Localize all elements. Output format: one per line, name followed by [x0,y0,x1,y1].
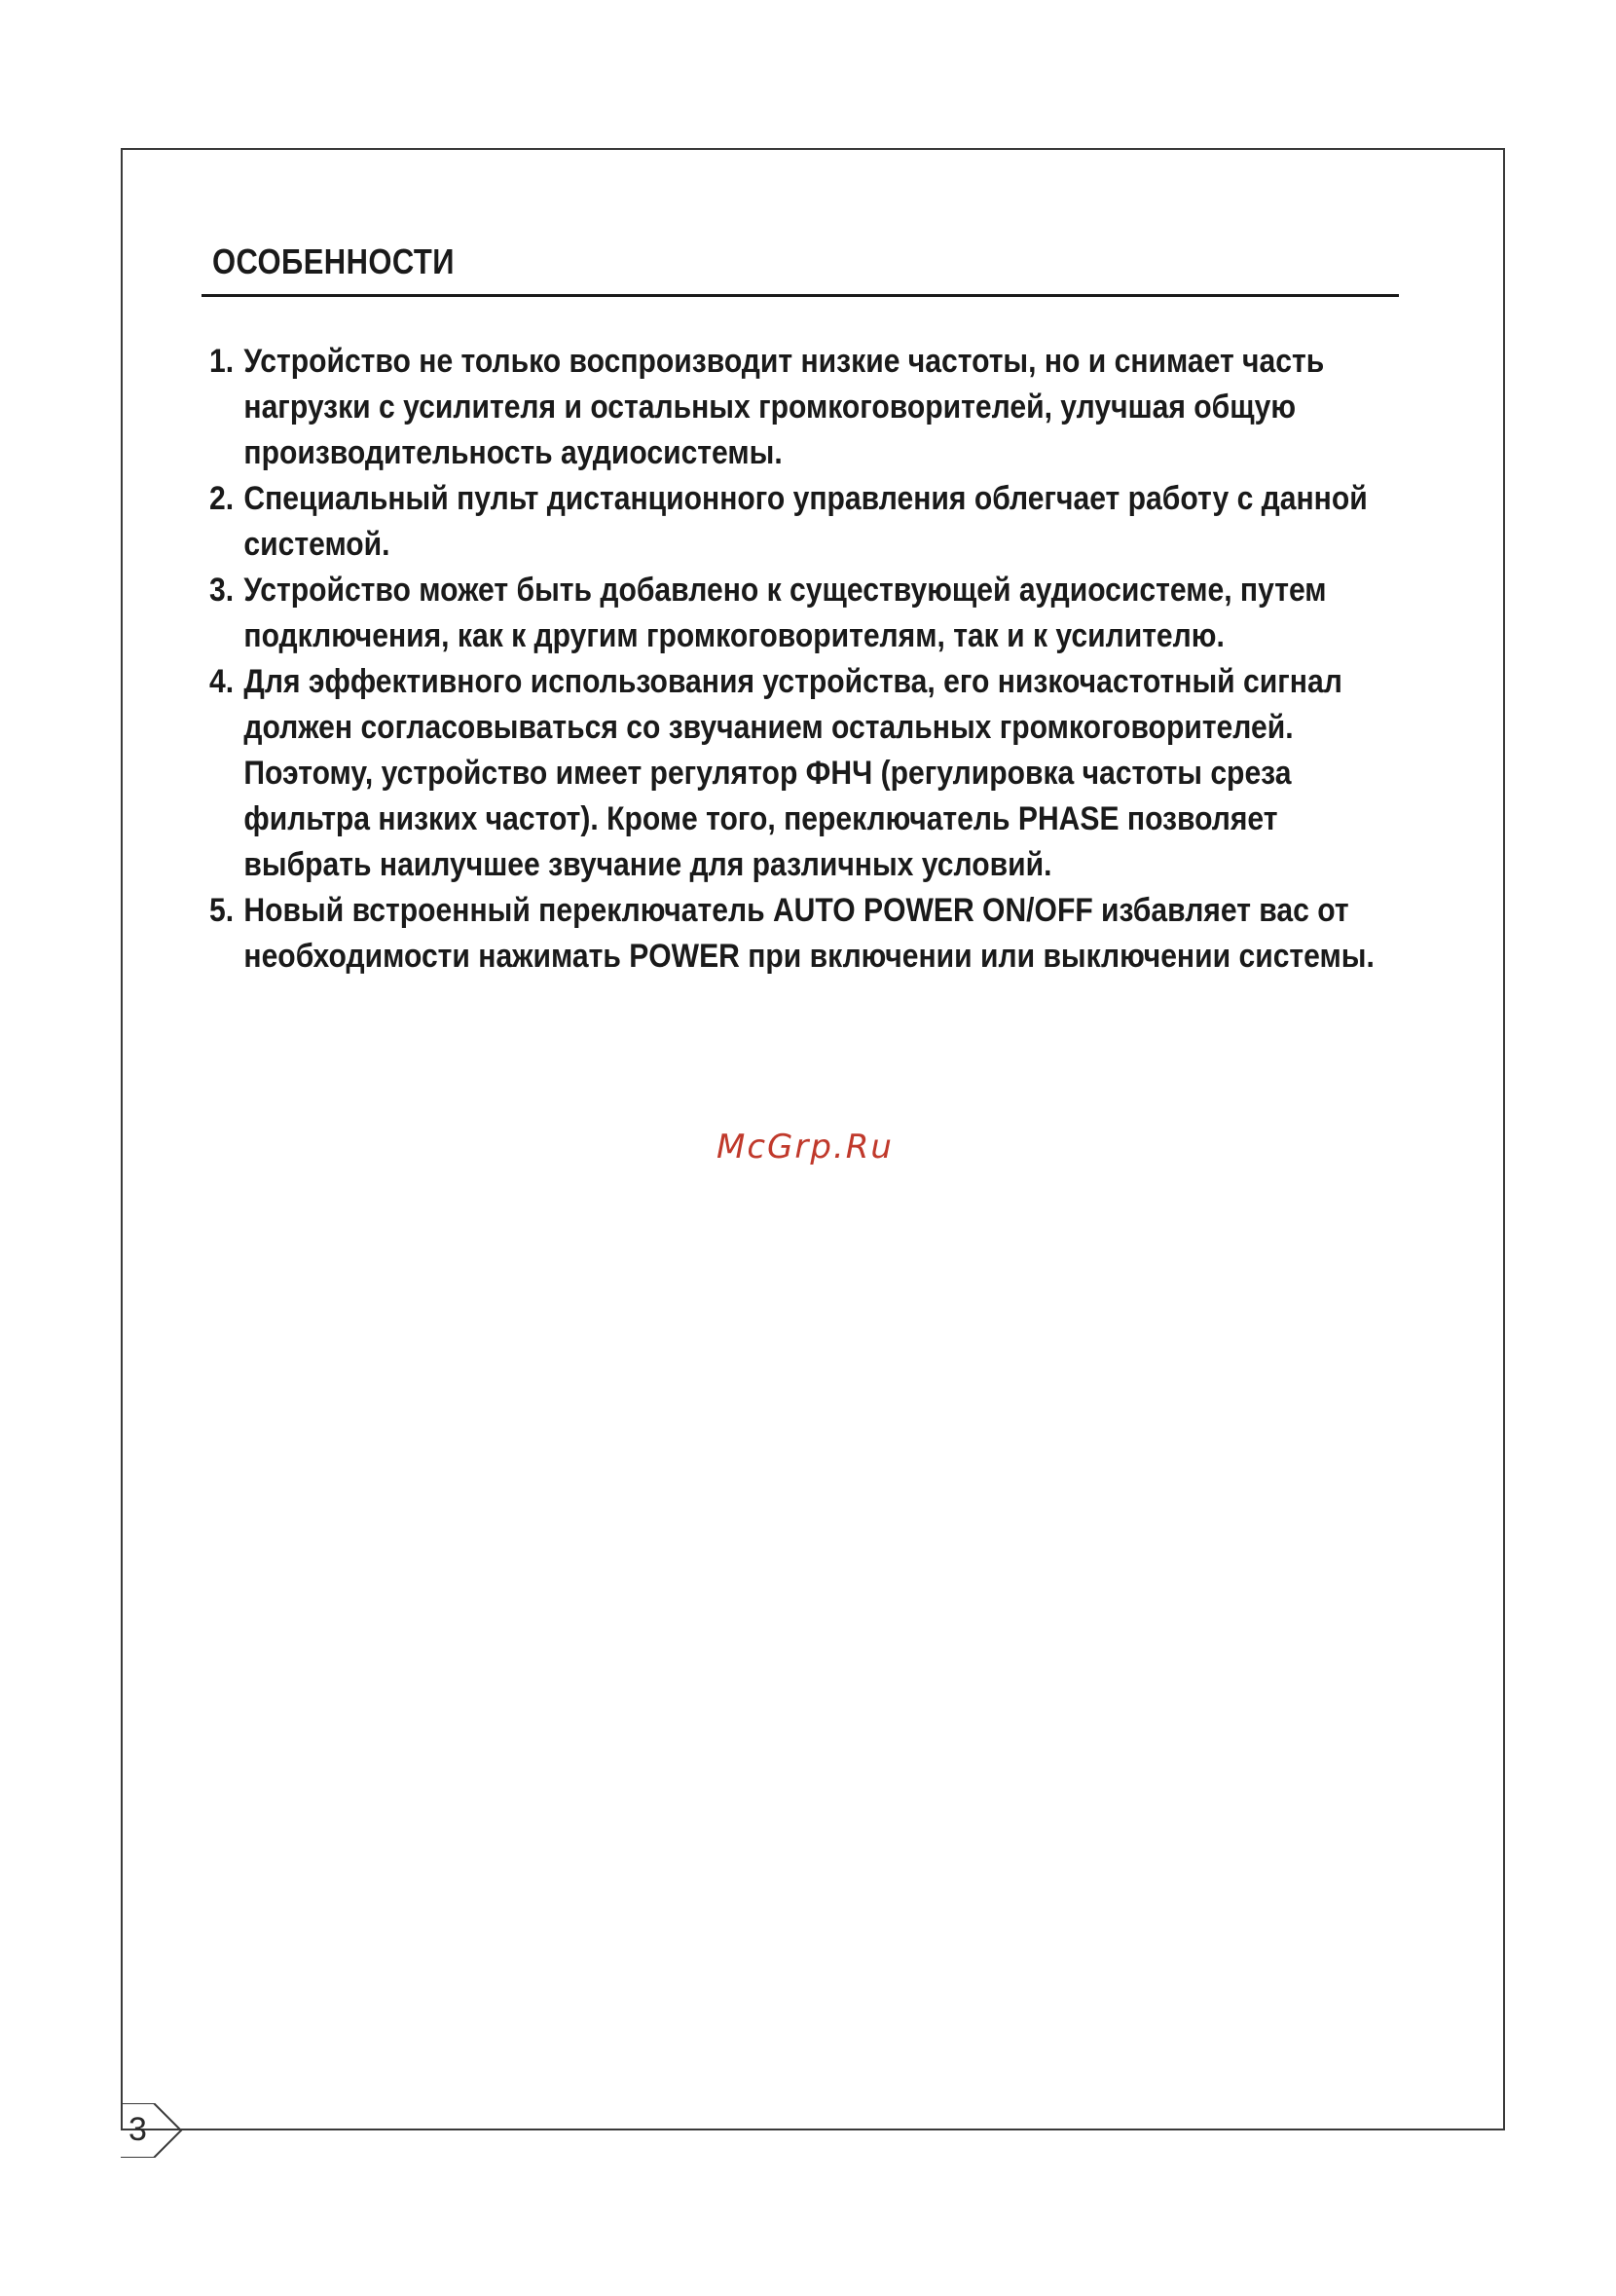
feature-item-5 [209,888,1381,980]
feature-text: Устройство не только воспроизводит низкие частоты, но и снимает часть нагрузки с усилителя и остальных громкоговорителей, улучшая общую производительность аудиосистемы. [243,343,1325,471]
feature-text: Специальный пульт дистанционного управления облегчает работу с данной системой. [243,480,1368,563]
feature-number: 3. [209,572,235,609]
feature-item-3 [209,568,1381,659]
feature-text: Для эффективного использования устройства, его низкочастотный сигнал должен согласовываться со звучанием остальных громкоговорителей. Поэтому, устройство имеет регулятор ФНЧ (регулировка частоты среза фильтра низких частот). Кроме того, переключатель PHASE позволяет выбрать наилучшее звучание для различных условий. [243,663,1342,883]
feature-text: Новый встроенный переключатель AUTO POWER ON/OFF избавляет вас от необходимости нажимать POWER при включении или выключении системы. [243,892,1375,975]
page-number: 3 [129,2111,147,2148]
title-underline [202,294,1399,297]
watermark: McGrp.Ru [716,1128,894,1167]
section-title: ОСОБЕННОСТИ [212,241,455,281]
feature-number: 1. [209,343,235,380]
feature-number: 4. [209,663,235,700]
feature-number: 2. [209,480,235,517]
features-list [209,339,1381,980]
feature-item-1 [209,339,1381,476]
feature-item-2 [209,476,1381,568]
feature-text: Устройство может быть добавлено к существующей аудиосистеме, путем подключения, как к другим громкоговорителям, так и к усилителю. [243,572,1327,654]
feature-number: 5. [209,892,235,929]
feature-item-4 [209,659,1381,888]
